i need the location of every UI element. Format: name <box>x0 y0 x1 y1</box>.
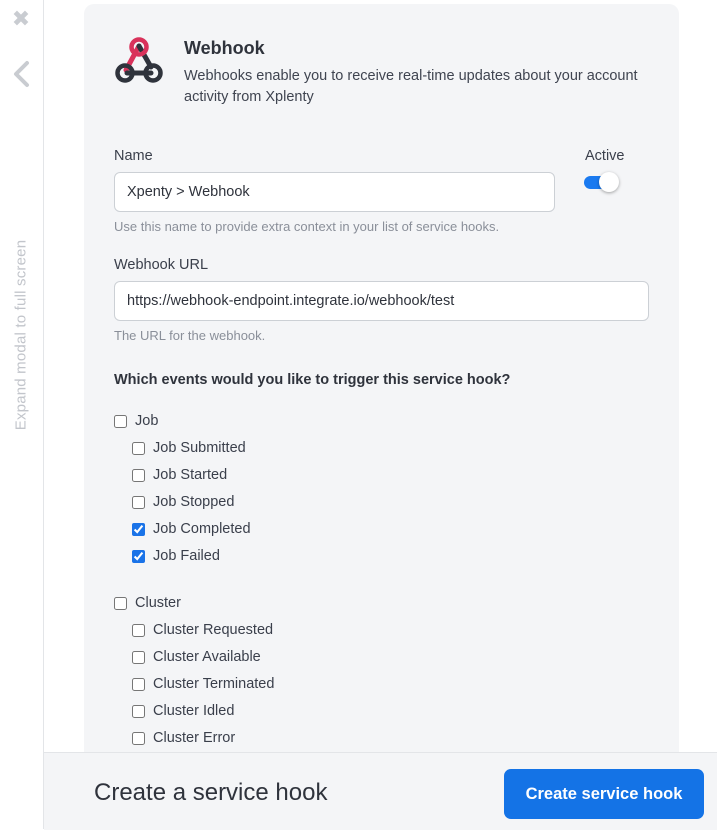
job-label: Job <box>135 413 159 429</box>
webhook-url-label: Webhook URL <box>114 257 209 273</box>
job-submitted-label: Job Submitted <box>153 440 246 456</box>
job-stopped-label: Job Stopped <box>153 494 235 510</box>
cluster-terminated-label: Cluster Terminated <box>153 676 275 692</box>
footer-title: Create a service hook <box>94 779 328 806</box>
job-started-label: Job Started <box>153 467 228 483</box>
cluster-terminated-checkbox[interactable] <box>132 678 145 691</box>
webhook-description: Webhooks enable you to receive real-time updates about your account activity from Xplenty <box>184 68 638 105</box>
create-service-hook-button[interactable]: Create service hook <box>504 769 704 819</box>
job-completed-checkbox[interactable] <box>132 523 145 536</box>
event-job-completed[interactable] <box>132 519 251 539</box>
cluster-label: Cluster <box>135 595 181 611</box>
chevron-left-icon[interactable] <box>10 60 32 88</box>
cluster-available-label: Cluster Available <box>153 649 261 665</box>
modal-footer <box>44 752 717 830</box>
active-label: Active <box>585 148 625 164</box>
event-job-started[interactable] <box>132 465 227 485</box>
cluster-idled-checkbox[interactable] <box>132 705 145 718</box>
webhook-url-input[interactable] <box>114 281 649 321</box>
service-hook-panel <box>84 4 679 764</box>
event-cluster-error[interactable] <box>132 728 235 748</box>
name-input[interactable] <box>114 172 555 212</box>
webhook-title: Webhook <box>184 38 265 58</box>
cluster-requested-label: Cluster Requested <box>153 622 274 638</box>
left-rail <box>0 0 44 829</box>
cluster-checkbox[interactable] <box>114 597 127 610</box>
cluster-idled-label: Cluster Idled <box>153 703 235 719</box>
active-toggle[interactable] <box>584 171 620 193</box>
job-started-checkbox[interactable] <box>132 469 145 482</box>
job-checkbox[interactable] <box>114 415 127 428</box>
job-submitted-checkbox[interactable] <box>132 442 145 455</box>
toggle-knob <box>599 172 619 192</box>
event-group-job[interactable] <box>114 411 158 431</box>
webhook-icon <box>114 37 164 85</box>
event-cluster-available[interactable] <box>132 647 261 667</box>
job-failed-checkbox[interactable] <box>132 550 145 563</box>
event-cluster-requested[interactable] <box>132 620 273 640</box>
job-completed-label: Job Completed <box>153 521 251 537</box>
event-cluster-terminated[interactable] <box>132 674 274 694</box>
webhook-url-hint: The URL for the webhook. <box>114 328 266 343</box>
close-icon[interactable]: ✖ <box>11 6 31 31</box>
event-job-stopped[interactable] <box>132 492 234 512</box>
event-job-failed[interactable] <box>132 546 220 566</box>
name-hint: Use this name to provide extra context in your list of service hooks. <box>114 219 500 234</box>
job-stopped-checkbox[interactable] <box>132 496 145 509</box>
event-cluster-idled[interactable] <box>132 701 234 721</box>
cluster-error-checkbox[interactable] <box>132 732 145 745</box>
cluster-available-checkbox[interactable] <box>132 651 145 664</box>
cluster-requested-checkbox[interactable] <box>132 624 145 637</box>
expand-modal-link[interactable]: Expand modal to full screen <box>12 239 30 431</box>
event-group-cluster[interactable] <box>114 593 181 613</box>
events-question: Which events would you like to trigger this service hook? <box>114 372 511 388</box>
job-failed-label: Job Failed <box>153 548 220 564</box>
cluster-error-label: Cluster Error <box>153 730 236 746</box>
name-label: Name <box>114 148 153 164</box>
event-job-submitted[interactable] <box>132 438 246 458</box>
